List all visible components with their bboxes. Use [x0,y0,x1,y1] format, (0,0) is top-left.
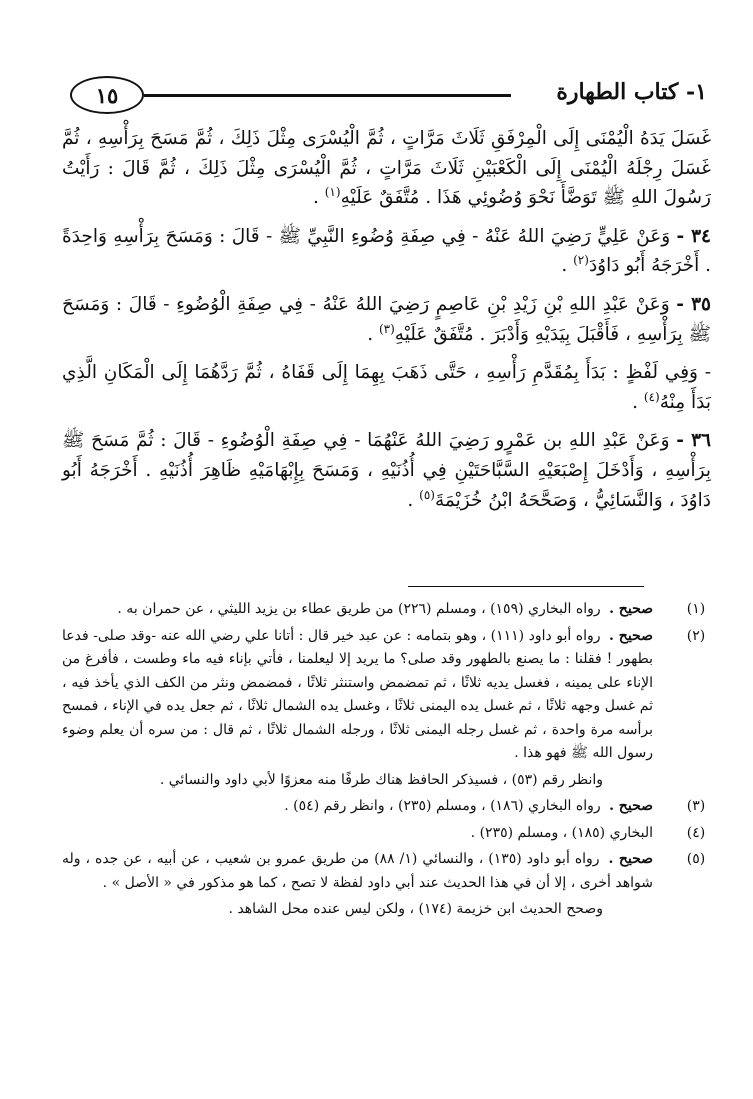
footnotes [62,598,711,925]
paragraph-text: وَعَنْ عَبْدِ اللهِ بْنِ زَيْدِ بْنِ عَاصِمٍ رَضِيَ اللهُ عَنْهُ - فِي صِفَةِ الْوُضُوءِ - قَالَ : وَمَسَحَ ﷺ بِرَأْسِهِ ، فَأَقْبَلَ بِيَدَيْهِ وَأَدْبَرَ . مُتَّفَقٌ عَلَيْهِ [62,293,711,345]
footnote-continuation [62,898,711,922]
footnote-number: (٥) [686,851,706,867]
footnote [62,598,711,622]
footnote-text: رواه أبو داود (١٣٥) ، والنسائي (١/ ٨٨) من طريق عمرو بن شعيب ، عن أبيه ، عن جده ، وله شواهد أخرى ، إلا أن في هذا الحديث عند أبي داود لفظة لا تصح ، كما هو مذكور في « الأصل » . [62,851,653,891]
hadith-paragraph [62,222,711,281]
paragraph-end: . [561,255,574,277]
footnote-separator [408,586,644,587]
footnote-ref: (٥) [419,487,435,502]
footnote-text: رواه البخاري (١٥٩) ، ومسلم (٢٢٦) من طريق عطاء بن يزيد الليثي ، عن حمران به . [117,601,601,617]
header-rule [144,94,511,97]
hadith-paragraph [62,358,711,417]
paragraph-end: . [407,489,420,511]
footnote-number: (١) [686,601,706,617]
footnote-ref: (٢) [573,253,589,268]
footnote-extra: وصحح الحديث ابن خزيمة (١٧٤) ، ولكن ليس عنده محل الشاهد . [228,901,603,917]
footnote-verdict: صحيح . [609,601,653,617]
paragraph-end: . [312,187,325,209]
footnote-text: رواه البخاري (١٨٦) ، ومسلم (٢٣٥) ، وانظر رقم (٥٤) . [284,798,601,814]
footnote [62,848,711,895]
footnote-ref: (١) [324,185,341,200]
hadith-number: ٣٤ - [676,225,711,247]
paragraph-end: . [367,323,379,345]
footnote-extra: وانظر رقم (٥٣) ، فسيذكر الحافظ هناك طرفًا منه معزوًا لأبي داود والنسائي . [159,771,603,788]
hadith-paragraph [62,426,711,515]
footnote-number: (٣) [686,798,706,814]
running-header [70,76,707,116]
footnote-text: البخاري (١٨٥) ، ومسلم (٢٣٥) . [470,824,653,841]
main-text [62,124,711,524]
paragraph-text: - وَفِي لَفْظٍ : بَدَأَ بِمُقَدَّمِ رَأْسِهِ ، حَتَّى ذَهَبَ بِهِمَا إِلَى قَفَاهُ ، ثُمَّ رَدَّهُمَا إِلَى الْمَكَانِ الَّذِي بَدَأَ مِنْهُ [62,362,711,413]
footnote-continuation [62,769,711,793]
footnote-verdict: صحيح . [608,851,654,867]
hadith-paragraph [62,124,711,213]
page-number: ١٥ [70,76,144,114]
chapter-title: ١- كتاب الطهارة [556,79,707,105]
paragraph-end: . [632,391,644,413]
footnote [62,625,711,766]
footnote-number: (٢) [686,627,706,644]
paragraph-text: غَسَلَ يَدَهُ الْيُمْنَى إِلَى الْمِرْفَقِ ثَلَاثَ مَرَّاتٍ ، ثُمَّ الْيُسْرَى مِثْلَ ذَلِكَ ، ثُمَّ مَسَحَ بِرَأْسِهِ ، ثُمَّ غَسَلَ رِجْلَهُ الْيُمْنَى إِلَى الْكَعْبَيْنِ ثَلَاثَ مَرَّاتٍ ، ثُمَّ الْيُسْرَى مِثْلَ ذَلِكَ ، ثُمَّ قَالَ : رَأَيْتُ رَسُولَ اللهِ ﷺ تَوَضَّأَ نَحْوَ وُضُوئِي هَذَا . مُتَّفَقٌ عَلَيْهِ [62,128,711,209]
paragraph-text: وَعَنْ عَلِيٍّ رَضِيَ اللهُ عَنْهُ - فِي صِفَةِ وُضُوءِ النَّبِيِّ ﷺ - قَالَ : وَمَسَحَ بِرَأْسِهِ وَاحِدَةً . أَخْرَجَهُ أَبُو دَاوُدَ [62,225,711,277]
footnote [62,795,711,819]
hadith-paragraph [62,290,711,349]
footnote-number: (٤) [686,824,706,841]
hadith-number: ٣٥ - [676,293,711,315]
footnote-ref: (٣) [378,321,395,336]
footnote-verdict: صحيح . [609,798,653,814]
footnote-text: رواه أبو داود (١١١) ، وهو بتمامه : عن عبد خير قال : أتانا علي رضي الله عنه -وقد صلى- فدعا بطهور ! فقلنا : ما يصنع بالطهور وقد صلى؟ ما يريد إلا ليعلمنا ، فأتي بإناء فيه ماء وطست ، فأفرغ من الإناء على يمينه ، فغسل يديه ثلاثًا ، ثم تمضمض واستنثر ثلاثًا ، فمضمض ونثر من الكف الذي يأخذ فيه ، ثم غسل وجهه ثلاثًا ، ثم غسل يده اليمنى ثلاثًا ، وغسل يده الشمال ثلاثًا ، ثم جعل يده في الإناء ، فمسح برأسه مرة واحدة ، ثم غسل رجله اليمنى ثلاثًا ، ورجله الشمال ثلاثًا ، ثم قال : من سره أن يعلم وضوء رسول الله ﷺ فهو هذا . [62,627,653,761]
footnote-ref: (٤) [643,389,660,404]
paragraph-text: وَعَنْ عَبْدِ اللهِ بن عَمْرٍو رَضِيَ اللهُ عَنْهُمَا - فِي صِفَةِ الْوُضُوءِ - قَالَ : ثُمَّ مَسَحَ ﷺ بِرَأْسِهِ ، وَأَدْخَلَ إِصْبَعَيْهِ السَّبَّاحَتَيْنِ فِي أُذُنَيْهِ ، وَمَسَحَ بِإِبْهَامَيْهِ ظَاهِرَ أُذُنَيْهِ . أَخْرَجَهُ أَبُو دَاوُدَ ، وَالنَّسَائِيُّ ، وَصَحَّحَهُ ابْنُ خُزَيْمَةَ [62,430,711,511]
footnote-verdict: صحيح . [609,627,653,644]
hadith-number: ٣٦ - [676,430,711,452]
footnote [62,822,711,846]
